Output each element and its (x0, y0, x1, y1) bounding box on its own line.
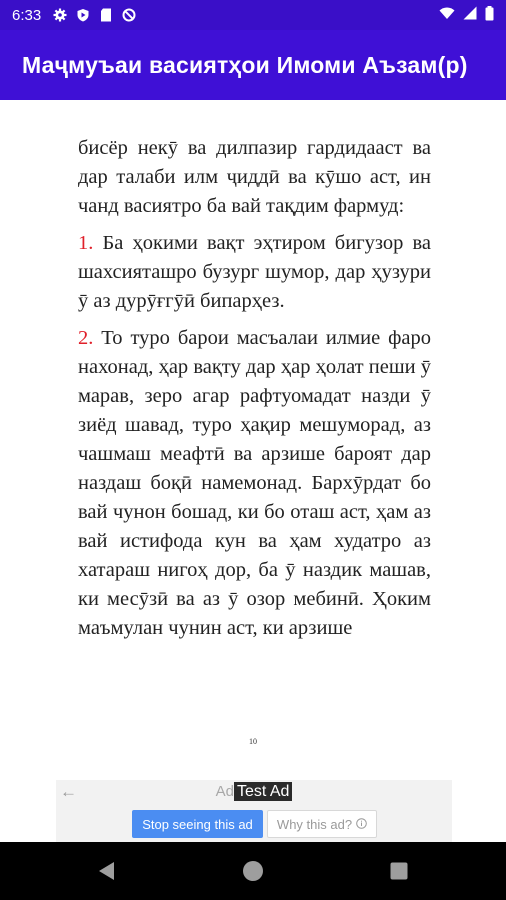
page-number: 10 (249, 737, 257, 746)
recents-icon[interactable] (387, 859, 411, 883)
play-protect-icon (76, 8, 90, 22)
home-icon[interactable] (241, 859, 265, 883)
why-this-ad-button[interactable] (267, 810, 377, 838)
info-icon (356, 817, 367, 832)
sd-card-icon (99, 8, 113, 22)
why-this-ad-label: Why this ad? (276, 816, 353, 832)
dnd-icon (122, 8, 136, 22)
app-title: Маҷмуъаи васиятҳои Имоми Аъзам(р) (22, 51, 468, 78)
intro-paragraph: бисёр некӯ ва дилпазир гардидааст ва дар талаби илм ҷиддӣ ва кӯшо аст, ин чанд васиятро ба вай тақдим фармуд: (78, 137, 431, 217)
stop-seeing-ad-button[interactable]: Stop seeing this ad (132, 810, 263, 838)
battery-icon (485, 6, 494, 25)
signal-icon (463, 6, 477, 24)
status-time: 6:33 (12, 6, 42, 24)
status-bar (0, 0, 506, 30)
list-item (78, 324, 431, 643)
navigation-bar (0, 842, 506, 900)
test-ad-tag: Test Ad (234, 782, 292, 801)
wifi-icon (439, 6, 455, 24)
gear-icon (53, 8, 67, 22)
list-item (78, 229, 431, 316)
back-icon[interactable] (95, 859, 119, 883)
status-right-group (439, 6, 494, 25)
item-number: 1. (78, 232, 94, 254)
app-bar (0, 30, 506, 100)
article-content (78, 134, 431, 651)
ad-banner[interactable] (56, 780, 452, 842)
arrow-back-icon[interactable]: ← (60, 782, 77, 801)
item-text: То туро барои масъалаи илмие фаро нахонад, ҳар вақту дар ҳар ҳолат пеши ӯ марав, зеро агар рафтуомадат назди ӯ зиёд шавад, туро ҳақир мешуморад, аз чашмаш меафтӣ ва арзише бароят дар наздаш боқӣ намемонад. Бархӯрдат бо вай чунон бошад, ки бо оташ аст, ҳам аз вай истифода кун ва ҳам худатро аз хатараш нигоҳ дор, ба ӯ наздик машав, ки месӯзӣ ва аз ӯ озор мебинӣ. Ҳоким маъмулан чунин аст, ки арзише (78, 327, 431, 639)
ad-label-row (56, 783, 452, 801)
item-number: 2. (78, 327, 94, 349)
ad-prefix: Ad (215, 783, 234, 800)
item-text: Ба ҳокими вақт эҳтиром бигузор ва шахсияташро бузург шумор, дар ҳузури ӯ аз дурӯғгӯӣ бипарҳез. (78, 232, 431, 312)
